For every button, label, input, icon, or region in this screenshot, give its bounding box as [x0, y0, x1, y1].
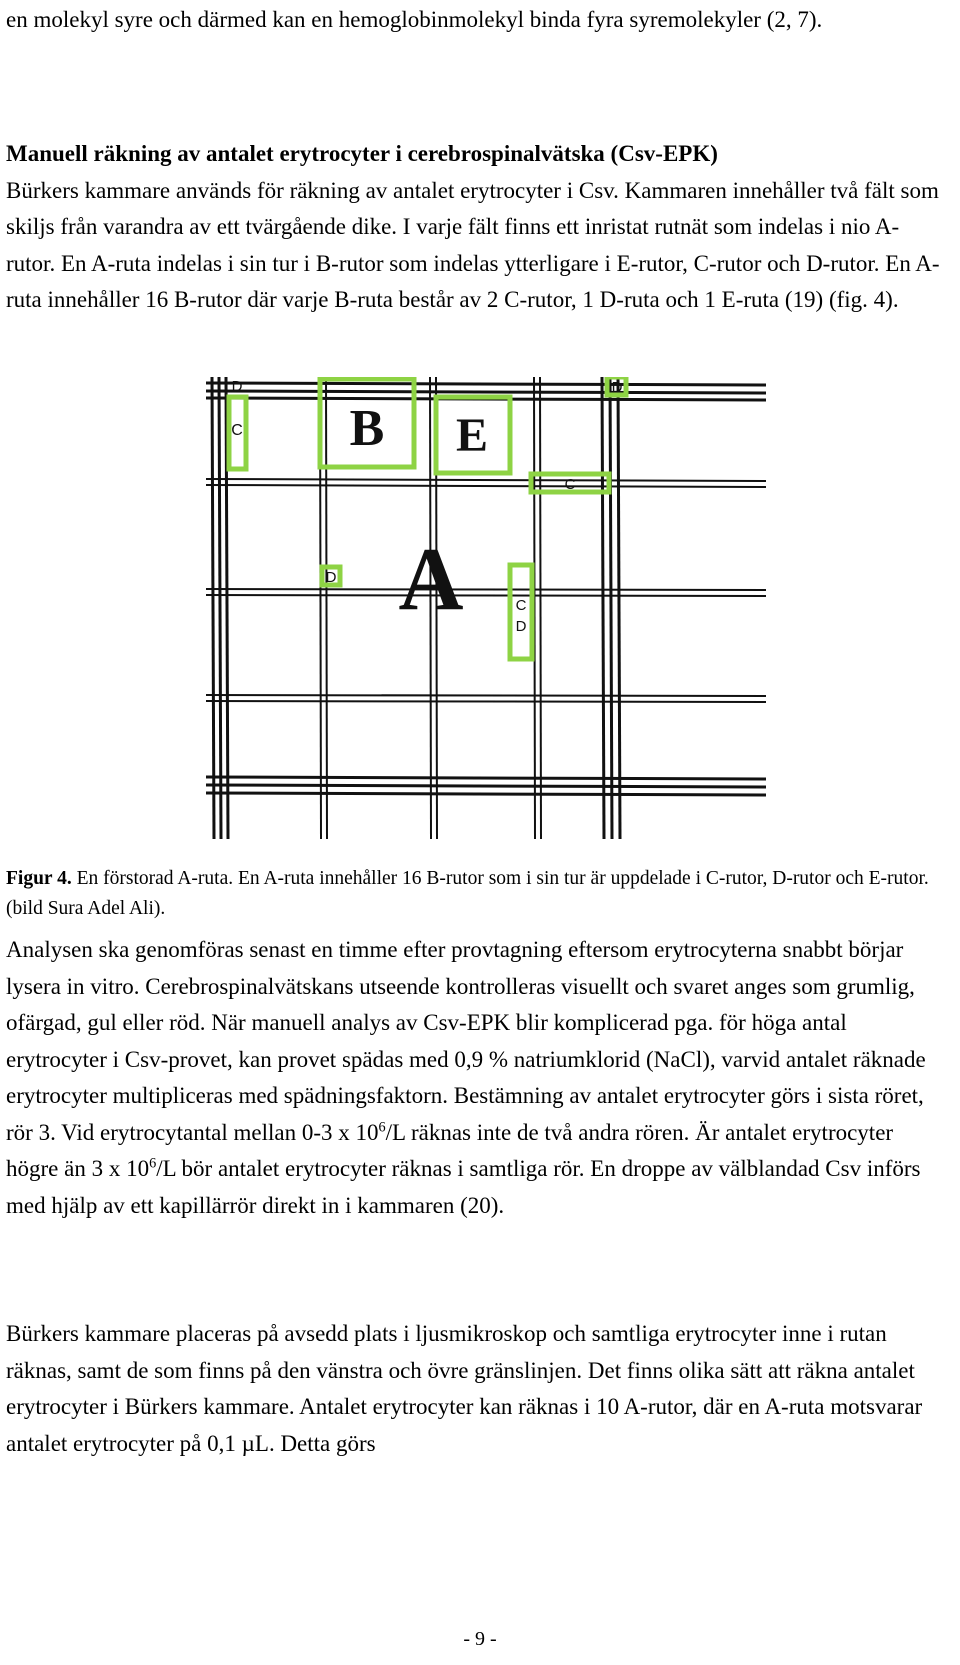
grid-line [206, 695, 766, 696]
analysis-text-2: /L räknas inte de två andra rören. Är antalet erytrocyter högre än 3 x 10 [6, 1119, 894, 1181]
caption-text: En förstorad A-ruta. En A-ruta innehåller 16 B-rutor som i sin tur är uppdelade i C-rutor, D-rutor och E-rutor. (bild Sura Adel Ali). [6, 868, 929, 919]
label-d-vertical: D [515, 618, 527, 635]
analysis-text-3: /L bör antalet erytrocyter räknas i samtliga rör. En droppe av välblandad Csv införs med hjälp av ett kapillärrör direkt in i kammaren (20). [6, 1156, 921, 1218]
grid-line [206, 391, 766, 393]
label-c-vertical: C [515, 597, 527, 614]
grid-line [219, 377, 221, 839]
page-number: - 9 - [463, 1628, 497, 1650]
a-ruta-figure [206, 377, 766, 839]
figure-caption [6, 864, 951, 924]
grid-line [618, 377, 620, 839]
section-paragraph [6, 136, 946, 319]
label-a: A [398, 530, 464, 629]
grid-line [540, 377, 541, 839]
caption-label: Figur 4. [6, 868, 72, 889]
label-c-top-left: C [231, 422, 243, 439]
label-d-top-left: D [231, 378, 243, 395]
grid-line [206, 793, 766, 795]
exponent-1: 6 [378, 1118, 386, 1135]
grid-line [206, 589, 766, 590]
grid-line [206, 701, 766, 702]
grid-line [212, 377, 214, 839]
label-c-horizontal: C [564, 476, 576, 493]
grid-line [326, 377, 327, 839]
grid-line [206, 383, 766, 385]
label-e: E [455, 409, 489, 462]
counting-paragraph: Bürkers kammare placeras på avsedd plats i ljusmikroskop och samtliga erytrocyter inne i rutan räknas, samt de som finns på den vänstra och övre gränslinjen. Det finns olika sätt att räkna antalet erytrocyter i Bürkers kammare. Antalet erytrocyter kan räknas i 10 A-rutor, där en A-ruta motsvarar antalet erytrocyter på 0,1 µL. Detta görs [6, 1321, 923, 1456]
grid-line [206, 479, 766, 481]
grid-line [206, 485, 766, 487]
label-d-middle: D [325, 569, 337, 586]
grid-line [206, 777, 766, 779]
grid-line [602, 377, 604, 839]
grid-line [610, 377, 612, 839]
label-b: B [349, 400, 385, 457]
section-body: Bürkers kammare används för räkning av antalet erytrocyter i Csv. Kammaren innehåller två fält som skiljs från varandra av ett tvärgående dike. I varje fält finns ett inristat rutnät som indelas i nio A-rutor. En A-ruta indelas i sin tur i B-rutor som indelas ytterligare i E-rutor, C-rutor och D-rutor. En A-ruta innehåller 16 B-rutor där varje B-ruta består av 2 C-rutor, 1 D-ruta och 1 E-ruta (19) (fig. 4). [6, 177, 940, 312]
grid-line [206, 595, 766, 596]
analysis-paragraph [6, 932, 946, 1224]
section-heading: Manuell räkning av antalet erytrocyter i cerebrospinalvätska (Csv-EPK) [6, 141, 718, 166]
intro-paragraph: en molekyl syre och därmed kan en hemoglobinmolekyl binda fyra syremolekyler (2, 7). [6, 7, 823, 32]
label-d-top-right: D [611, 379, 623, 396]
exponent-2: 6 [149, 1155, 157, 1172]
grid-line [206, 785, 766, 787]
analysis-text-1: Analysen ska genomföras senast en timme efter provtagning eftersom erytrocyterna snabbt börjar lysera in vitro. Cerebrospinalvätskans utseende kontrolleras visuellt och svaret anges som grumlig, ofärgad, gul eller röd. När manuell analys av Csv-EPK blir komplicerad pga. för höga antal erytrocyter i Csv-provet, kan provet spädas med 0,9 % natriumklorid (NaCl), varvid antalet räknade erytrocyter multipliceras med spädningsfaktorn. Bestämning av antalet erytrocyter görs i sista röret, rör 3. Vid erytrocytantal mellan 0-3 x 10 [6, 937, 926, 1145]
